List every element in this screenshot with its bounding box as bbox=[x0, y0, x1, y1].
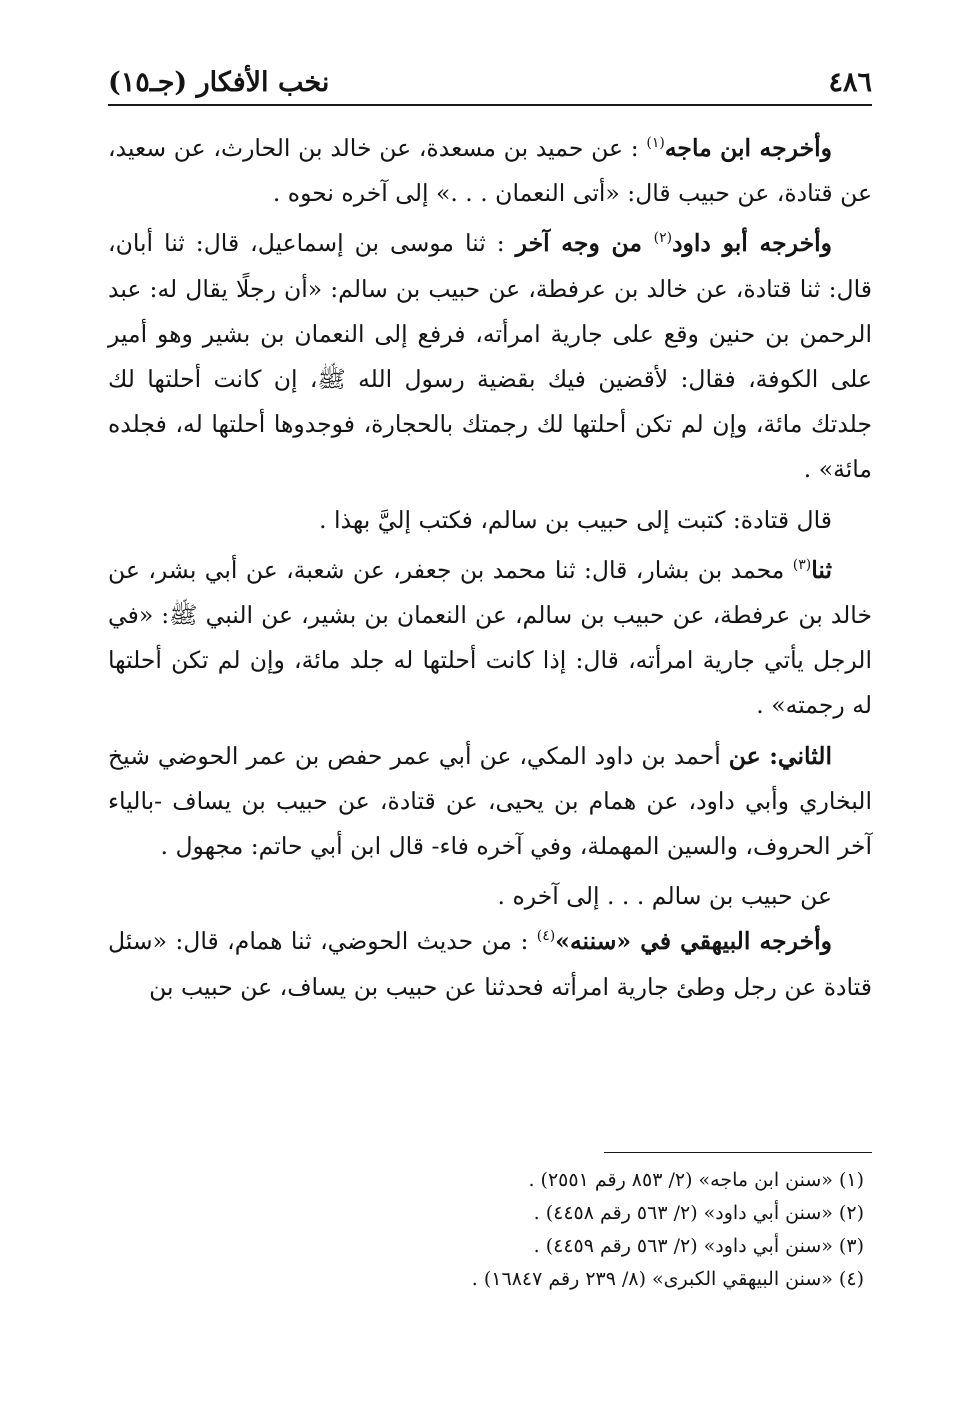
paragraph-text: : من حديث الحوضي، ثنا همام، قال: «سئل قتادة عن رجل وطئ جارية امرأته فحدثنا عن حبيب بن يساف، عن حبيب بن bbox=[108, 927, 872, 1001]
paragraph-bayhaqi bbox=[108, 919, 872, 1009]
footnote-ref-2: (٢) bbox=[653, 230, 673, 247]
paragraph-second-chain bbox=[108, 734, 872, 870]
source-lead: وأخرجه البيهقي في «سننه» bbox=[555, 927, 832, 956]
paragraph-habib-salim bbox=[108, 874, 872, 919]
footnotes bbox=[108, 1164, 872, 1296]
footnote-ref-4: (٤) bbox=[536, 928, 556, 945]
paragraph-text: محمد بن بشار، قال: ثنا محمد بن جعفر، عن شعبة، عن أبي بشر، عن خالد بن عرفطة، عن حبيب بن سالم، عن النعمان بن بشير، عن النبي ﷺ: «في الرجل يأتي جارية امرأته، قال: إذا كانت أحلتها له جلد مائة، وإن لم تكن أحلتها له رجمته» . bbox=[108, 555, 872, 720]
footnote-divider bbox=[604, 1152, 872, 1153]
paragraph-chain-bashshar bbox=[108, 548, 872, 729]
book-title: نخب الأفكار (جـ١٥) bbox=[108, 67, 330, 98]
paragraph-ibn-majah bbox=[108, 126, 872, 216]
footnote-ref-3: (٣) bbox=[792, 556, 812, 573]
footnote-3: (٣) «سنن أبي داود» (٢/ ٥٦٣ رقم ٤٤٥٩) . bbox=[533, 1235, 864, 1257]
footnote-2: (٢) «سنن أبي داود» (٢/ ٥٦٣ رقم ٤٤٥٨) . bbox=[533, 1202, 864, 1224]
source-lead: ثنا bbox=[811, 555, 832, 584]
footnote-ref-1: (١) bbox=[646, 135, 665, 151]
paragraph-text: : ثنا موسى بن إسماعيل، قال: ثنا أبان، قال: ثنا قتادة، عن خالد بن عرفطة، عن حبيب بن سالم: «أن رجلًا يقال له: عبد الرحمن بن حنين وقع على جارية امرأته، فرفع إلى النعمان بن بشير وهو أمير على الكوفة، فقال: لأقضين فيك بقضية رسول الله ﷺ، إن كانت أحلتها لك جلدتك مائة، وإن لم تكن أحلتها لك رجمتك بالحجارة، فوجدوها أحلتها له، فجلده مائة» . bbox=[108, 229, 872, 484]
running-header bbox=[108, 60, 872, 106]
page-number: ٤٨٦ bbox=[828, 67, 872, 98]
paragraph-text: قال قتادة: كتبت إلى حبيب بن سالم، فكتب إليَّ بهذا . bbox=[319, 505, 832, 534]
source-lead: وأخرجه ابن ماجه bbox=[664, 134, 832, 162]
source-lead: الثاني: عن bbox=[728, 741, 832, 770]
main-text bbox=[108, 126, 872, 1010]
source-lead-secondary: من وجه آخر bbox=[515, 229, 654, 258]
paragraph-text: عن حبيب بن سالم . . . إلى آخره . bbox=[497, 882, 832, 911]
paragraph-qatada-note bbox=[108, 498, 872, 543]
paragraph-text: : عن حميد بن مسعدة، عن خالد بن الحارث، عن سعيد، عن قتادة، عن حبيب قال: «أتى النعمان . . .» إلى آخره نحوه . bbox=[108, 134, 872, 208]
paragraph-text: أحمد بن داود المكي، عن أبي عمر حفص بن عمر الحوضي شيخ البخاري وأبي داود، عن همام بن يحيى، عن قتادة، عن حبيب بن يساف -بالياء آخر الحروف، والسين المهملة، وفي آخره فاء- قال ابن أبي حاتم: مجهول . bbox=[108, 741, 872, 861]
paragraph-abu-dawud bbox=[108, 221, 872, 492]
footnote-1: (١) «سنن ابن ماجه» (٢/ ٨٥٣ رقم ٢٥٥١) . bbox=[528, 1169, 864, 1191]
source-lead: وأخرجه أبو داود bbox=[672, 229, 832, 258]
footnote-4: (٤) «سنن البيهقي الكبرى» (٨/ ٢٣٩ رقم ١٦٨٤٧) . bbox=[471, 1268, 864, 1290]
